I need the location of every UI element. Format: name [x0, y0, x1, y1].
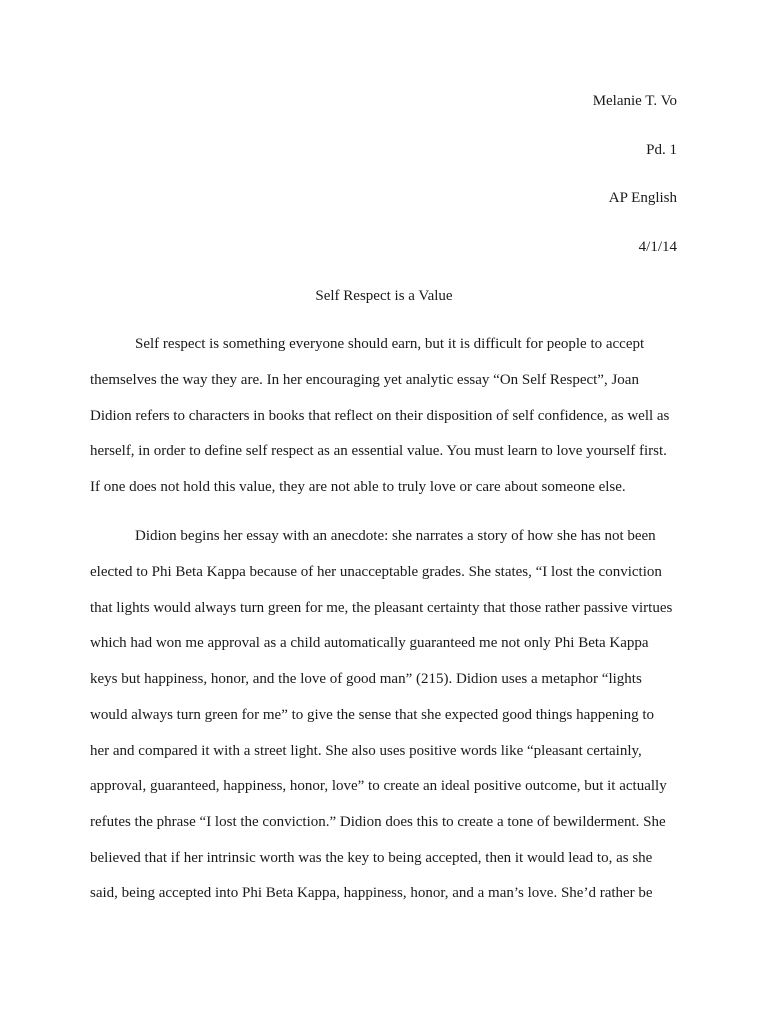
essay-date: 4/1/14 — [638, 239, 677, 255]
paragraph-2-line: would always turn green for me” to give the sense that she expected good things happening to — [90, 707, 655, 723]
author-name: Melanie T. Vo — [592, 93, 677, 109]
paragraph-2-line: believed that if her intrinsic worth was the key to being accepted, then it would lead to, as she — [90, 850, 653, 866]
paragraph-1-line: themselves the way they are. In her encouraging yet analytic essay “On Self Respect”, Joan — [90, 372, 639, 388]
paragraph-2-line: her and compared it with a street light. She also uses positive words like “pleasant certainly, — [90, 743, 642, 759]
paragraph-2-line: said, being accepted into Phi Beta Kappa, happiness, honor, and a man’s love. She’d rather be — [90, 885, 653, 901]
paragraph-1-line: herself, in order to define self respect as an essential value. You must learn to love yourself first. — [90, 443, 667, 459]
class-period: Pd. 1 — [646, 142, 677, 158]
essay-title: Self Respect is a Value — [315, 288, 453, 304]
paragraph-2-line: refutes the phrase “I lost the conviction.” Didion does this to create a tone of bewilderment. She — [90, 814, 666, 830]
paragraph-2-line: keys but happiness, honor, and the love of good man” (215). Didion uses a metaphor “lights — [90, 671, 642, 687]
paragraph-2-line: elected to Phi Beta Kappa because of her unacceptable grades. She states, “I lost the conviction — [90, 564, 662, 580]
paragraph-2-line: that lights would always turn green for me, the pleasant certainty that those rather passive virtues — [90, 600, 673, 616]
paragraph-1-line: Didion refers to characters in books that reflect on their disposition of self confidence, as well as — [90, 408, 670, 424]
paragraph-1-line: If one does not hold this value, they are not able to truly love or care about someone else. — [90, 479, 626, 495]
paragraph-1-line: Self respect is something everyone should earn, but it is difficult for people to accept — [135, 336, 645, 352]
paragraph-2-line: approval, guaranteed, happiness, honor, love” to create an ideal positive outcome, but it actually — [90, 778, 667, 794]
paragraph-2-line: which had won me approval as a child automatically guaranteed me not only Phi Beta Kappa — [90, 635, 649, 651]
paragraph-2-line: Didion begins her essay with an anecdote: she narrates a story of how she has not been — [135, 528, 656, 544]
course-name: AP English — [608, 190, 677, 206]
